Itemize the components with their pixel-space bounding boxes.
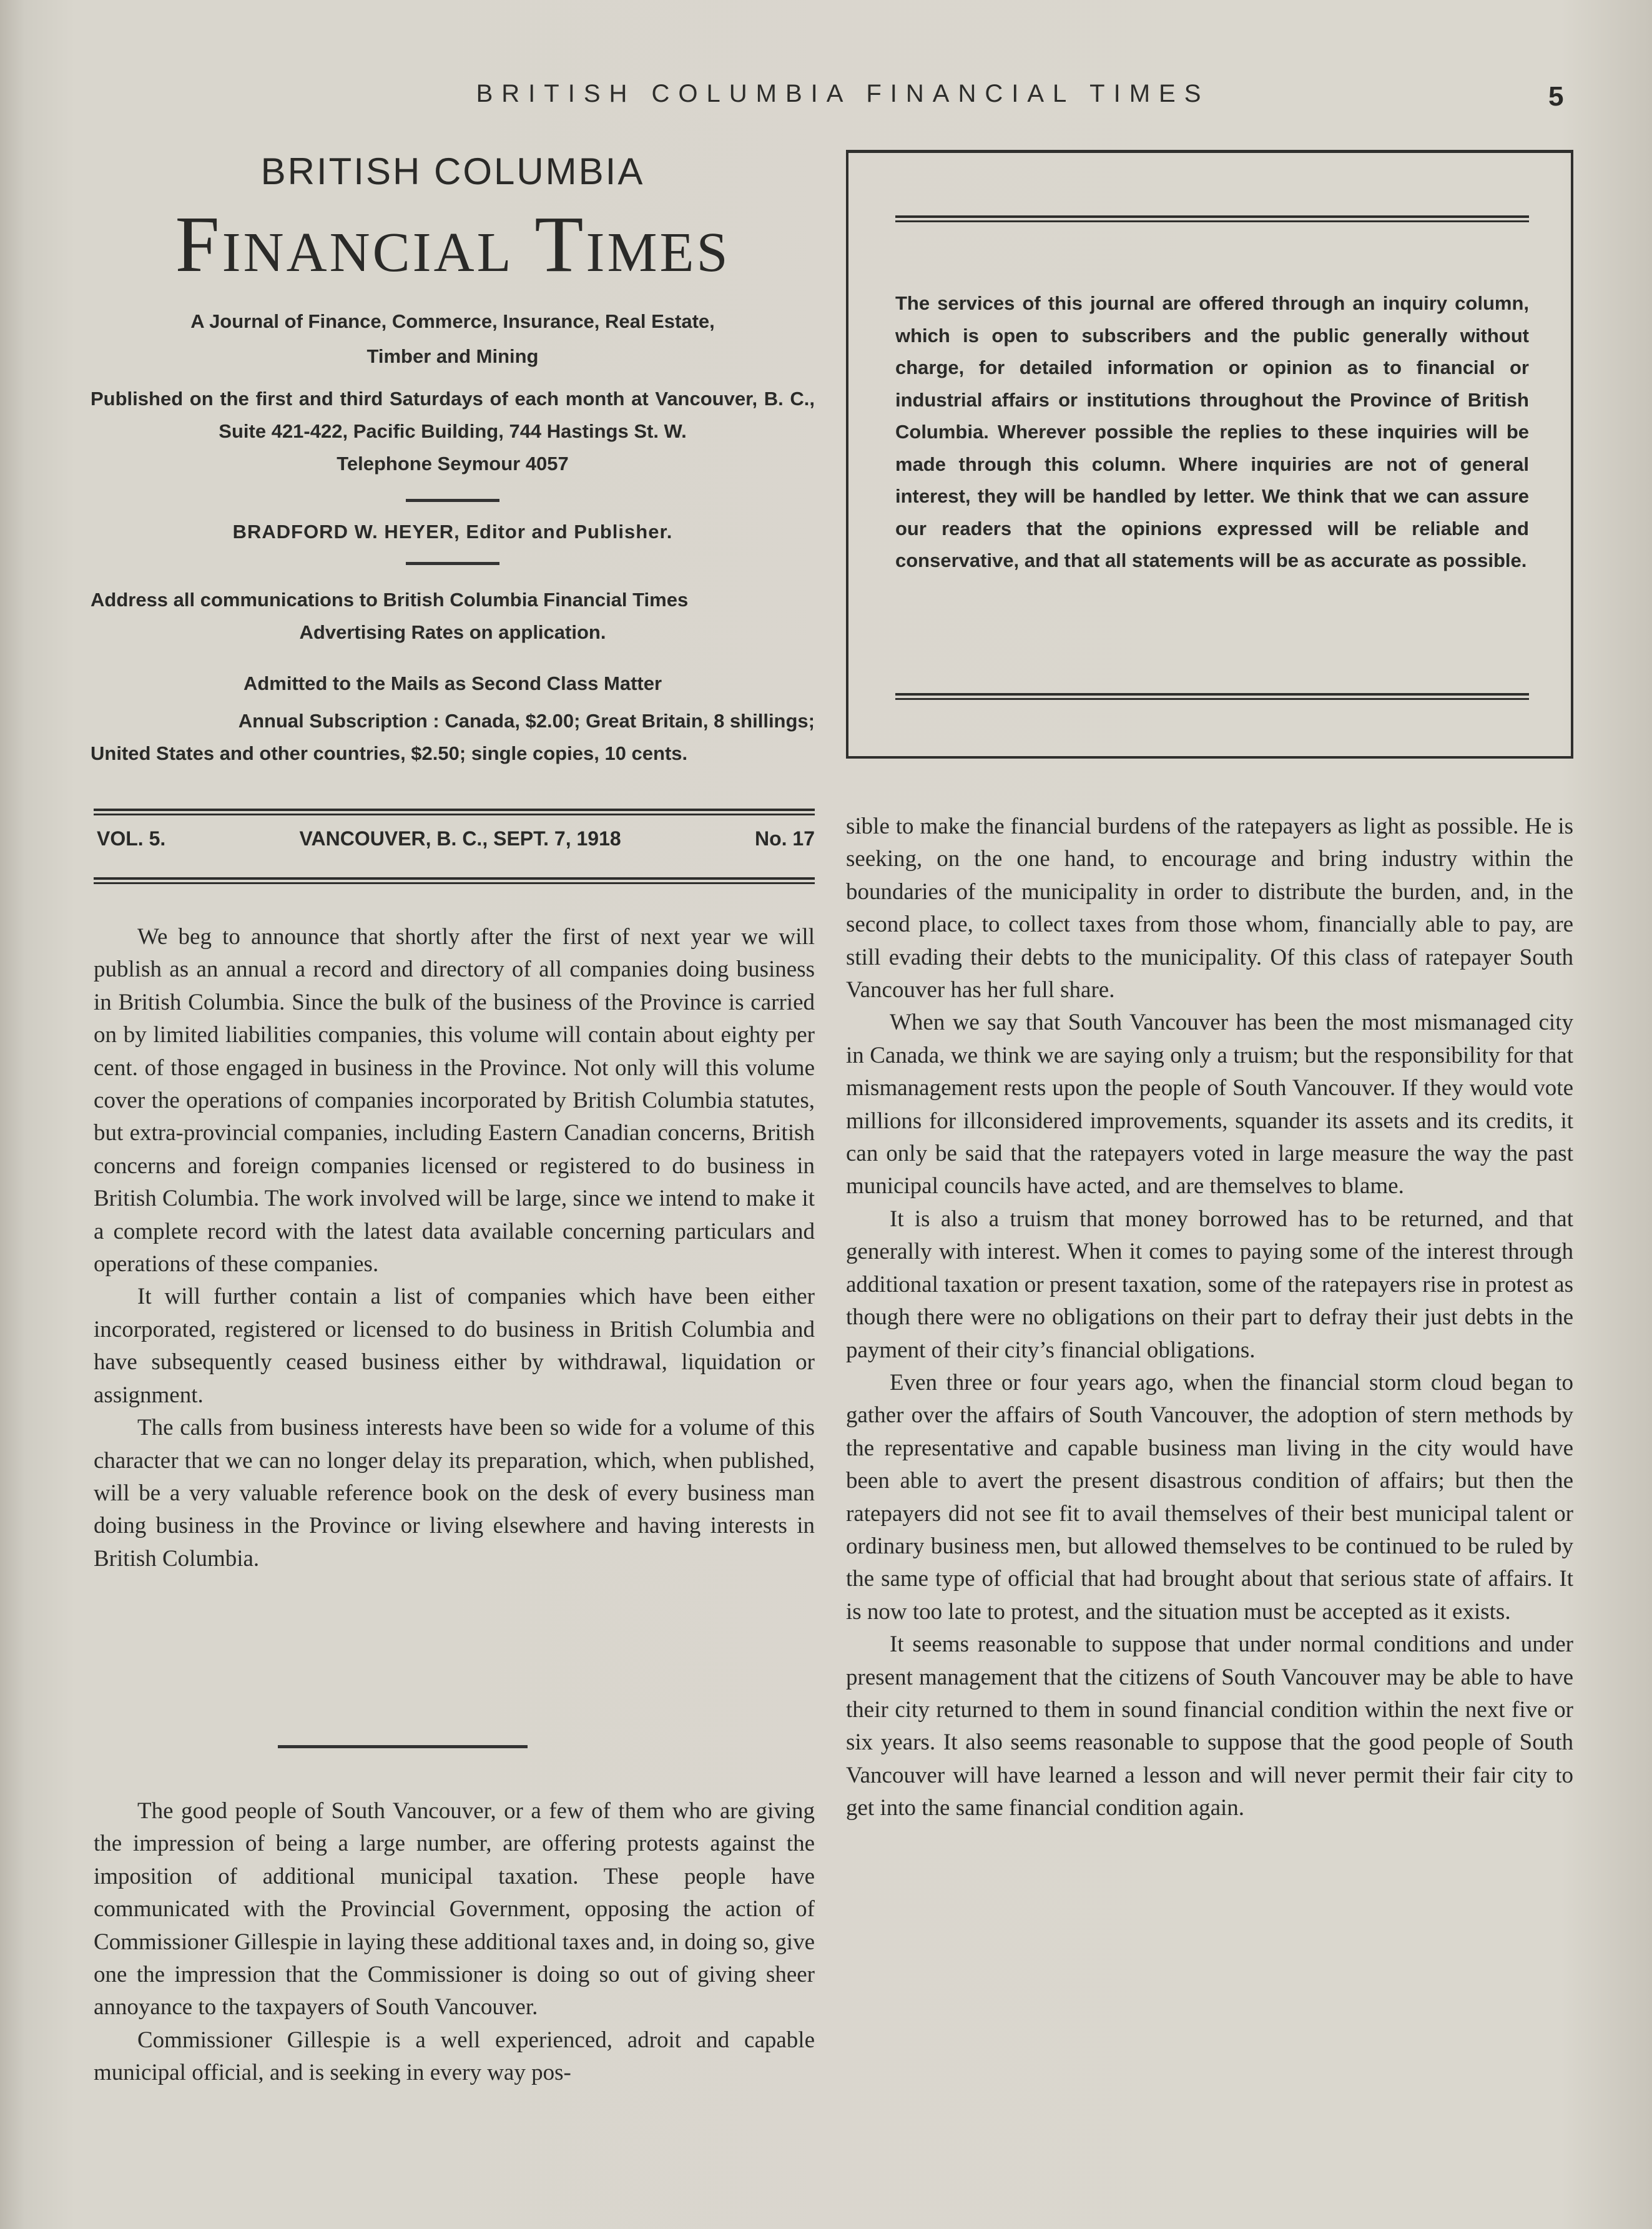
masthead-subtitle-line-2: Timber and Mining	[366, 345, 539, 367]
paragraph: Even three or four years ago, when the financial storm cloud began to gather over the affairs of South Vancouver, the adoption of stern methods by the representative and capable business man living in the city would have been able to avert the present disastrous condition of affairs; but then the ratepayers did not see fit to avail themselves of their best municipal talent or ordinary business men, but allowed themselves to be continued to be ruled by the same type of official that had brought about that serious state of affairs. It is now too late to protest, and the situation must be accepted as it exists.	[846, 1369, 1573, 1625]
page-number: 5	[1548, 81, 1564, 112]
double-rule-top	[94, 809, 815, 815]
address-line: Address all communications to British Columbia Financial Times	[91, 589, 689, 611]
masthead	[91, 144, 815, 770]
box-rule-top	[895, 215, 1529, 222]
left-column	[94, 921, 815, 1575]
subscription-line-1: Annual Subscription : Canada, $2.00; Great Britain, 8 shillings;	[238, 710, 815, 732]
advertising-line: Advertising Rates on application.	[299, 621, 606, 643]
divider	[406, 499, 499, 502]
issue-line	[97, 827, 815, 850]
publication-info: Published on the first and third Saturdays of each month at Vancouver, B. C., Suite 421-422, Pacific Building, 744 Hastings St. W.	[91, 388, 815, 442]
paragraph: We beg to announce that shortly after the first of next year we will publish as an annual a record and directory of all companies doing business in British Columbia. Since the bulk of the business of the Province is carried on by limited liabilities companies, this volume will contain about eighty per cent. of those engaged in business in the Province. Not only will this volume cover the operations of companies incorporated by British Columbia statutes, but extra-provincial companies, including Eastern Canadian concerns, British concerns and foreign companies licensed or registered to do business in British Columbia. The work involved will be large, since we intend to make it a complete record with the latest data available concerning particulars and operations of these companies.	[94, 924, 815, 1277]
paragraph: sible to make the financial burdens of the ratepayers as light as possible. He is seeking, on the one hand, to encourage and bring industry within the boundaries of the municipality in order to distribute the burden, and, in the second place, to collect taxes from those whom, financially able to pay, are still evading their debts to the municipality. Of this class of ratepayer South Vancouver has her full share.	[846, 814, 1573, 1003]
place-date: VANCOUVER, B. C., SEPT. 7, 1918	[299, 827, 621, 850]
box-rule-bottom	[895, 693, 1529, 700]
paragraph: The good people of South Vancouver, or a few of them who are giving the impression of being a large number, are offering protests against the imposition of additional municipal taxation. These people have communicated with the Provincial Government, opposing the action of Commissioner Gillespie in laying these additional taxes and, in doing so, give one the impression that the Commissioner is doing so out of giving sheer annoyance to the taxpayers of South Vancouver.	[94, 1798, 815, 2020]
running-head: BRITISH COLUMBIA FINANCIAL TIMES	[476, 80, 1210, 107]
masthead-title: Financial Times	[175, 200, 730, 288]
left-column-lower	[94, 1795, 815, 2090]
inquiry-notice-box	[846, 150, 1573, 759]
section-divider	[278, 1745, 528, 1748]
masthead-subtitle	[91, 300, 815, 370]
masthead-top-line: BRITISH COLUMBIA	[260, 150, 645, 192]
issue-number: No. 17	[754, 827, 815, 850]
masthead-subtitle-line-1: A Journal of Finance, Commerce, Insurance, Real Estate,	[190, 310, 715, 332]
paragraph: It seems reasonable to suppose that under normal conditions and under present management that the citizens of South Vancouver may be able to have their city returned to them in sound financial condition within the next five or six years. It also seems reasonable to suppose that the good people of South Vancouver will have learned a lesson and will never permit their fair city to get into the same financial condition again.	[846, 1631, 1573, 1821]
paragraph: When we say that South Vancouver has been the most mismanaged city in Canada, we think we are saying only a truism; but the responsibility for that mismanagement rests upon the people of South Vancouver. If they would vote millions for illconsidered improvements, squander its assets and its credits, it can only be said that the ratepayers voted in large measure the way the past municipal councils have acted, and are themselves to blame.	[846, 1010, 1573, 1199]
admitted-line: Admitted to the Mails as Second Class Matter	[243, 672, 662, 694]
paragraph: Commissioner Gillespie is a well experienced, adroit and capable municipal official, and is seeking in every way pos-	[94, 2027, 815, 2086]
paragraph: It is also a truism that money borrowed has to be returned, and that generally with interest. When it comes to paying some of the interest through additional taxation or present taxation, some of the ratepayers rise in protest as though there were no obligations on their part to defray their just debts in the payment of their city’s financial obligations.	[846, 1206, 1573, 1363]
double-rule-bottom	[94, 877, 815, 884]
volume: VOL. 5.	[97, 827, 166, 850]
telephone: Telephone Seymour 4057	[337, 453, 569, 475]
divider	[406, 562, 499, 565]
paragraph: The calls from business interests have been so wide for a volume of this character that we can no longer delay its preparation, which, when published, will be a very valuable reference book on the desk of every business man doing business in the Province or living elsewhere and having interests in British Columbia.	[94, 1415, 815, 1572]
inquiry-notice-text: The services of this journal are offered through an inquiry column, which is open to subscribers and the public generally without charge, for detailed information or opinion as to financial or industrial affairs or institutions throughout the Province of British Columbia. Wherever possible the replies to these inquiries will be made through this column. Where inquiries are not of general interest, they will be handled by letter. We think that we can assure our readers that the opinions expressed will be reliable and conservative, and that all statements will be as accurate as possible.	[895, 292, 1529, 571]
paragraph: It will further contain a list of companies which have been either incorporated, registered or licensed to do business in British Columbia and have subsequently ceased business either by withdrawal, liquidation or assignment.	[94, 1284, 815, 1408]
editor-line: BRADFORD W. HEYER, Editor and Publisher.	[232, 521, 673, 543]
right-column	[846, 810, 1573, 1825]
subscription-line-2: United States and other countries, $2.50; single copies, 10 cents.	[91, 742, 688, 764]
